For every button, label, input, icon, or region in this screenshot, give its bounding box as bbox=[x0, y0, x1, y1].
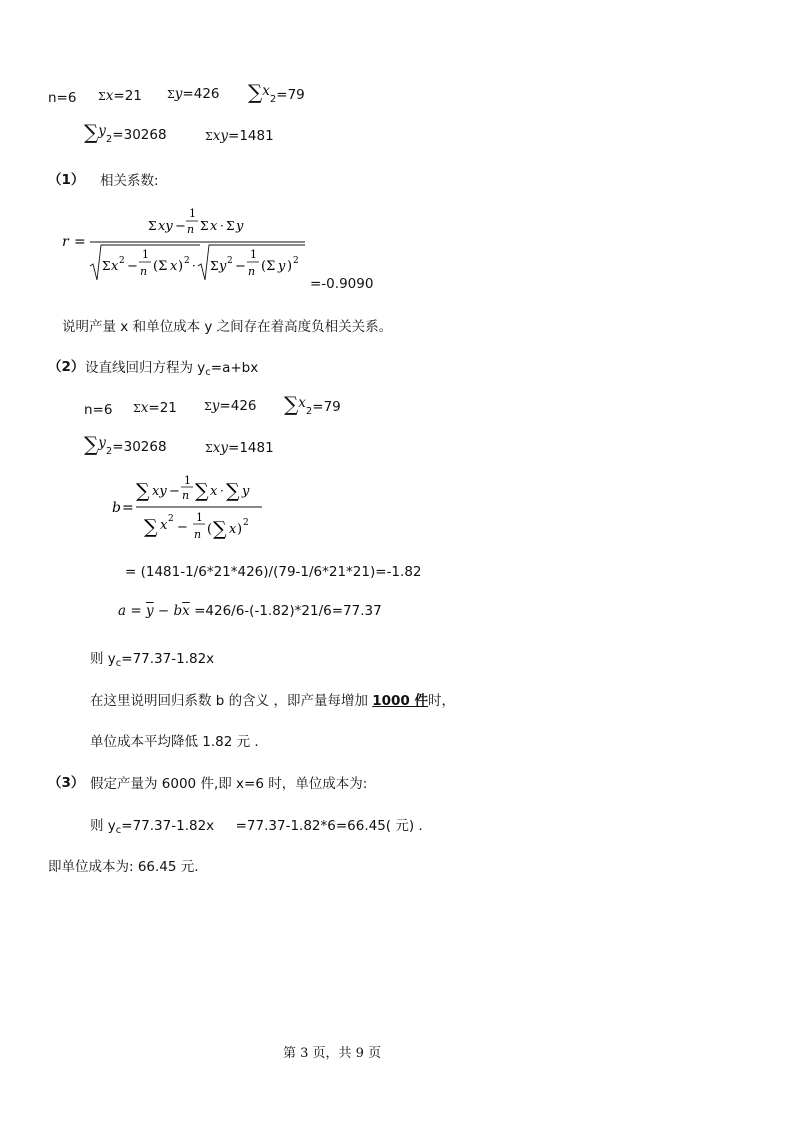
part1-title: 相关系数: bbox=[100, 173, 159, 189]
svg-text:n: n bbox=[182, 489, 190, 502]
svg-text:n: n bbox=[194, 528, 202, 541]
stat-n: n=6 bbox=[48, 90, 77, 106]
svg-text:2: 2 bbox=[293, 256, 299, 266]
a-calculation: $a = \overline{y} - b\overline{x} =426/6-(-1.82)*21/6=77.37$ bbox=[118, 603, 382, 619]
svg-text:∑: ∑ bbox=[226, 480, 240, 502]
meaning-line2: 单位成本平均降低 1.82 元 . bbox=[90, 734, 259, 750]
svg-text:n: n bbox=[248, 265, 256, 278]
svg-text:=: = bbox=[74, 234, 86, 250]
stat2-n: n=6 bbox=[84, 402, 113, 418]
svg-text:∑: ∑ bbox=[136, 480, 150, 502]
svg-text:xy: xy bbox=[158, 219, 173, 234]
svg-text:x: x bbox=[170, 259, 178, 274]
svg-text:n: n bbox=[187, 223, 195, 236]
svg-text:2: 2 bbox=[168, 514, 174, 524]
svg-text:y: y bbox=[278, 259, 286, 274]
regression-equation: 则 $y_c=77.37-1.82x$ bbox=[90, 651, 215, 669]
svg-text:n: n bbox=[140, 265, 148, 278]
svg-text:∑: ∑ bbox=[195, 480, 209, 502]
stat2-sum-y: Σy=426 bbox=[204, 398, 257, 414]
svg-text:r: r bbox=[62, 234, 69, 250]
svg-text:2: 2 bbox=[119, 256, 125, 266]
slope-formula bbox=[110, 475, 280, 550]
svg-text:x: x bbox=[210, 219, 218, 234]
svg-text:x: x bbox=[210, 484, 218, 499]
svg-text:): ) bbox=[287, 259, 293, 274]
svg-text:y: y bbox=[219, 259, 227, 274]
svg-text:−: − bbox=[169, 484, 180, 499]
svg-text:1: 1 bbox=[142, 248, 149, 261]
stat-sum-y: Σy=426 bbox=[167, 86, 220, 102]
svg-text:): ) bbox=[178, 259, 184, 274]
stat2-sum-x: Σx=21 bbox=[133, 400, 177, 416]
stat2-sum-xy: Σxy=1481 bbox=[205, 440, 274, 456]
svg-text:1: 1 bbox=[189, 207, 196, 220]
svg-text:Σ: Σ bbox=[102, 259, 111, 273]
svg-text:−: − bbox=[175, 219, 186, 234]
svg-text:·: · bbox=[220, 484, 224, 498]
svg-text:=: = bbox=[122, 500, 134, 516]
stat-sum-y2: $\sum y_2=30268$ bbox=[84, 120, 167, 145]
svg-text:1: 1 bbox=[250, 248, 257, 261]
svg-text:Σ: Σ bbox=[148, 219, 157, 233]
svg-text:∑: ∑ bbox=[144, 516, 158, 538]
svg-text:2: 2 bbox=[227, 256, 233, 266]
svg-text:x: x bbox=[160, 518, 168, 533]
stat2-sum-x2: $\sum x_2=79$ bbox=[284, 392, 341, 417]
svg-text:·: · bbox=[192, 259, 196, 273]
stat-sum-xy: Σxy=1481 bbox=[205, 128, 274, 144]
svg-text:x: x bbox=[111, 259, 119, 274]
svg-text:y: y bbox=[236, 219, 244, 234]
svg-text:∑: ∑ bbox=[213, 518, 227, 540]
part3-conclusion: 即单位成本为: 66.45 元. bbox=[48, 859, 199, 875]
page-number: 第 3 页，共 9 页 bbox=[283, 1046, 382, 1061]
part3-equation: 则 $y_c=77.37-1.82x$ =77.37-1.82*6=66.45( 元) . bbox=[90, 818, 423, 836]
svg-text:xy: xy bbox=[152, 484, 167, 499]
svg-text:−: − bbox=[127, 259, 138, 274]
svg-text:1: 1 bbox=[196, 511, 203, 524]
stat2-sum-y2: $\sum y_2=30268$ bbox=[84, 432, 167, 457]
svg-text:x: x bbox=[229, 522, 237, 537]
svg-text:2: 2 bbox=[243, 518, 249, 528]
svg-text:): ) bbox=[237, 522, 243, 537]
svg-text:(Σ: (Σ bbox=[261, 259, 276, 274]
svg-text:y: y bbox=[242, 484, 250, 499]
svg-text:2: 2 bbox=[184, 256, 190, 266]
part3-text: 假定产量为 6000 件,即 x=6 时，单位成本为: bbox=[90, 776, 368, 792]
svg-text:Σ: Σ bbox=[200, 219, 209, 233]
svg-text:−: − bbox=[177, 520, 188, 535]
part1-label: （1） bbox=[48, 172, 85, 188]
svg-text:·: · bbox=[220, 219, 224, 233]
svg-text:(Σ: (Σ bbox=[153, 259, 168, 274]
part2-title: 设直线回归方程为 $y_c=a+bx$ bbox=[85, 360, 259, 378]
b-calculation: = (1481-1/6*21*426)/(79-1/6*21*21)=-1.82 bbox=[125, 564, 422, 580]
meaning-line1: 在这里说明回归系数 b 的含义 ，即产量每增加 1000 件时， bbox=[90, 693, 456, 709]
part2-label: （2） bbox=[48, 359, 85, 375]
svg-text:(: ( bbox=[207, 522, 213, 537]
svg-text:b: b bbox=[112, 500, 121, 516]
r-value: =-0.9090 bbox=[310, 276, 374, 292]
svg-text:−: − bbox=[235, 259, 246, 274]
svg-text:Σ: Σ bbox=[210, 259, 219, 273]
part1-conclusion: 说明产量 x 和单位成本 y 之间存在着高度负相关关系。 bbox=[62, 319, 393, 335]
part3-label: （3） bbox=[48, 775, 85, 791]
stat-sum-x: Σx=21 bbox=[98, 88, 142, 104]
svg-text:1: 1 bbox=[184, 475, 191, 487]
svg-text:Σ: Σ bbox=[226, 219, 235, 233]
stat-sum-x2: $\sum x_2=79$ bbox=[248, 80, 305, 105]
correlation-formula bbox=[60, 200, 320, 295]
